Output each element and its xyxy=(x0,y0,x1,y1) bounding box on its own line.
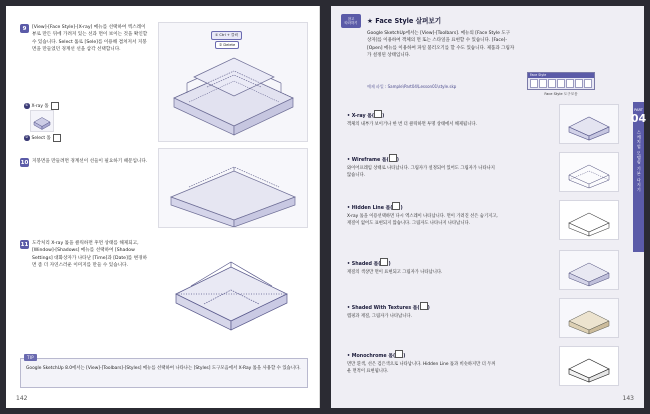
toolbar-icon-hidden-line[interactable] xyxy=(548,79,556,88)
xray-tool-icon xyxy=(51,102,59,110)
section-hidden-line-text: X-ray 툴을 이용선택하면 다시 엑스레이 나타납니다. 면이 가려진 선은 숨기지고, 재질이 없어도 표현되지 않습니다. 그림자도 나타나지 나타납니다. xyxy=(347,214,498,227)
toolbar-icon-monochrome[interactable] xyxy=(575,79,583,88)
section-shaded-textures-head: • Shaded With Textures 툴( xyxy=(347,306,420,311)
section-shaded-textures-text: 맵핑과 재질, 그림자가 나타납니다. xyxy=(347,314,412,320)
mini-badge-1: ① xyxy=(25,103,29,108)
tip-box xyxy=(20,355,308,388)
select-tool-icon xyxy=(53,134,61,142)
section-xray-text: 객체의 내부가 보이거나 한 번 더 클릭하면 투명 상태에서 해제됩니다. xyxy=(347,122,477,128)
step-9-number: 9 xyxy=(20,24,29,33)
section-hidden-line xyxy=(347,202,499,228)
thumb-wireframe xyxy=(559,152,619,192)
step-9 xyxy=(20,24,148,54)
section-monochrome-head-suffix: ) xyxy=(403,354,406,359)
reference-badge xyxy=(341,14,361,28)
toolbar-icon-wireframe[interactable] xyxy=(539,79,547,88)
part-label: PART xyxy=(634,108,643,112)
chapter-tab-text: 스케치업 모델링 기본 다지기 xyxy=(636,130,642,192)
section-xray-head: • X-ray 툴( xyxy=(347,114,375,119)
wireframe-icon xyxy=(389,154,397,162)
callout-delete: ② Delete xyxy=(215,41,239,49)
section-monochrome-head: • Monochrome 툴( xyxy=(347,354,396,359)
right-page-number: 143 xyxy=(622,395,634,402)
sample-file-path: 예제 파일 : Sample\Part04\Lesson01\style.skp xyxy=(367,84,457,89)
xray-icon xyxy=(374,110,385,119)
thumb-xray xyxy=(559,104,619,144)
section-hidden-line-head-suffix: ) xyxy=(400,206,403,211)
badge-line-2: 따라하기 xyxy=(344,21,358,25)
face-style-toolbar-row xyxy=(528,78,594,89)
left-page xyxy=(6,6,320,408)
mini-label-2: Select 툴 xyxy=(31,136,51,141)
tip-text: Google SketchUp 8.0에서는 [View]-[Toolbars]-[Styles] 메뉴를 선택하여 나타나는 [Styles] 도구모음에서 X-Ray 툴을 사용할 수 있습니다. xyxy=(26,366,301,371)
section-shaded-textures-head-suffix: ) xyxy=(427,306,430,311)
tip-label: TIP xyxy=(24,354,37,361)
toolbar-caption: Face Style 도구모음 xyxy=(544,92,578,96)
section-shaded-textures xyxy=(347,302,499,321)
roof-xray-drawing xyxy=(158,22,308,142)
section-monochrome-text: 면만 흰색, 선은 검은색으로 나타납니다. Hidden Line 툴과 비슷하지만 더 두꺼운 면적이 표현됩니다. xyxy=(347,362,496,375)
mini-item-xray xyxy=(24,102,59,110)
step-10-text: 지붕면을 만들려면 경계선이 선들이 필요하기 때문입니다. xyxy=(32,159,148,164)
section-wireframe-head-suffix: ) xyxy=(396,158,399,163)
section-wireframe-head: • Wireframe 툴( xyxy=(347,158,389,163)
shaded-textures-icon xyxy=(420,302,428,310)
page-title: ★ Face Style 살펴보기 xyxy=(367,17,442,25)
toolbar-icon-xray[interactable] xyxy=(530,79,538,88)
roof-shadow-drawing xyxy=(156,234,306,346)
thumb-hidden-line xyxy=(559,200,619,240)
section-xray-head-suffix: ) xyxy=(382,114,385,119)
part-number: 04 xyxy=(630,112,647,125)
toolbar-icon-extra[interactable] xyxy=(584,79,592,88)
section-xray xyxy=(347,110,499,129)
left-page-number: 142 xyxy=(16,395,28,402)
section-shaded-text: 재질의 색상만 면이 표현되고 그림자가 나타납니다. xyxy=(347,270,443,276)
section-wireframe-text: 와이어프레임 상태로 나타납니다. 그림자가 설정되어 있어도 그림자가 나타나지 않습니다. xyxy=(347,166,495,179)
step-10 xyxy=(20,158,148,165)
chapter-tab xyxy=(630,102,647,252)
intro-text: Google SketchUp에서는 [View]-[Toolbars]. 메뉴의 [Face Style 도구 상자]를 이용하여 객체의 면 또는 스타일을 표현할 수 있습니다. [Face]-[Open] 메뉴를 이용하여 파일 불러오기를 할 수도 있습니다. 제품과 그림자가 설정된 상태입니다. xyxy=(367,31,515,58)
thumb-shaded xyxy=(559,250,619,290)
thumb-shaded-textures xyxy=(559,298,619,338)
toolbar-icon-shaded[interactable] xyxy=(557,79,565,88)
section-shaded-head-suffix: ) xyxy=(388,262,391,267)
face-style-toolbar-mock[interactable] xyxy=(527,72,595,90)
mini-label-1: X-ray 툴 xyxy=(31,104,49,109)
mini-item-select xyxy=(24,134,61,142)
step-11-number: 11 xyxy=(20,241,29,248)
section-hidden-line-head: • Hidden Line 툴( xyxy=(347,206,393,211)
face-style-toolbar-title: Face Style xyxy=(528,73,594,78)
right-page xyxy=(331,6,647,408)
section-shaded-head: • Shaded 툴( xyxy=(347,262,381,267)
section-shaded xyxy=(347,258,499,277)
step-11-text: 도각처리 X-ray 툴을 클릭하면 후면 상태를 해제되고, [Window]-[Shadows] 메뉴를 선택하여 [Shadow Settings] 대화상자가 나타난 [Time]과 [Date]를 변경하면 좀 더 자연스러운 이미지를 만들 수 있습니다. xyxy=(32,241,148,269)
roof-wire-drawing xyxy=(158,148,308,228)
step-11 xyxy=(20,240,148,270)
monochrome-icon xyxy=(395,350,406,359)
toolbar-icon-shaded-textures[interactable] xyxy=(566,79,574,88)
callout-ctrl-click: ① Ctrl + 클릭 xyxy=(211,31,242,40)
step-9-text: [View]-[Face Style]-[X-ray] 메뉴를 선택하여 엑스레이 뷰로 만든 뒤에 가려져 있는 선과 면이 보이는 것을 확인할 수 있습니다. Select 툴로 [Sele]를 이용해 겹쳐져서 지붕면을 만들었던 경계선 선을 삼각 선택합니다. xyxy=(32,25,148,53)
badge-line-1: 참고 xyxy=(347,16,355,21)
section-wireframe xyxy=(347,154,499,180)
mini-badge-2: ② xyxy=(25,135,29,140)
thumb-monochrome xyxy=(559,346,619,386)
step-10-number: 10 xyxy=(20,159,29,166)
xray-tool-thumb xyxy=(30,110,54,132)
section-monochrome xyxy=(347,350,499,376)
